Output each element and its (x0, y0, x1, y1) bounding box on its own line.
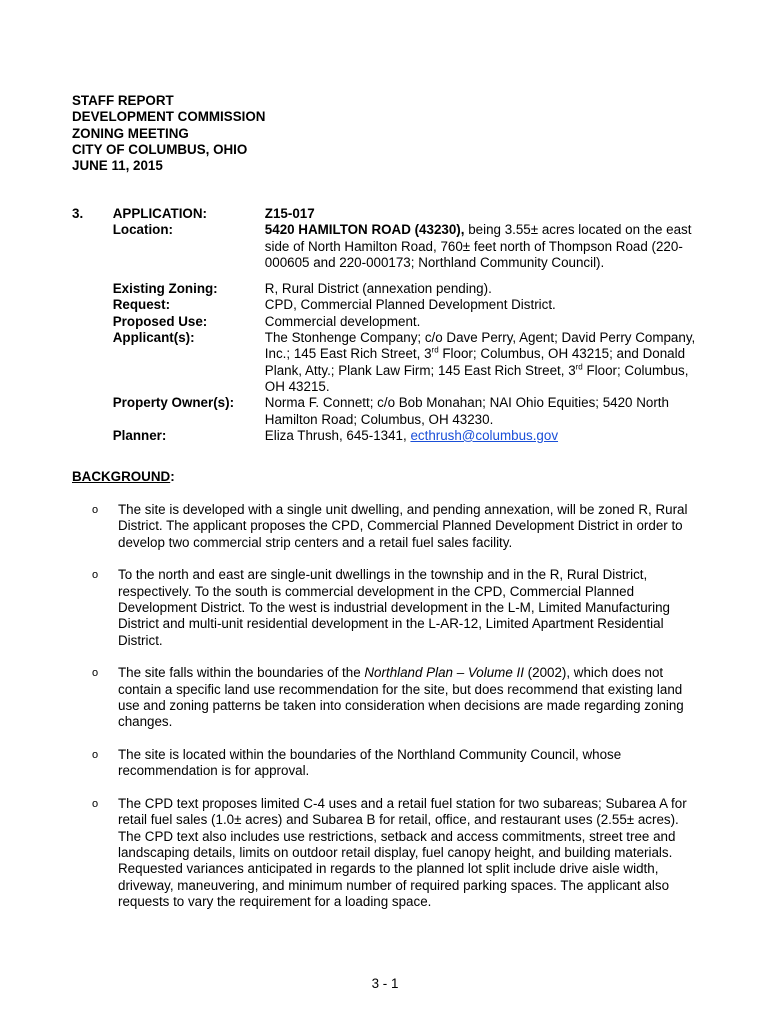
bullet-text-pre: The site falls within the boundaries of the (118, 665, 365, 681)
list-item (72, 796, 702, 910)
applicants-text-2: Floor; Columbus, OH 43215; and Donald Plank, Atty.; Plank Law Firm; 145 East Rich Street, 3 (264, 346, 686, 378)
bullet-text-post: (2002), which does not contain a specific land use recommendation for the site, but does recommend that existing land use and zoning patterns be taken into consideration when decisions are made regarding zoning changes. (118, 665, 684, 730)
applicants-sup-1: rd (431, 345, 439, 355)
planner-label: Planner: (112, 427, 167, 443)
list-item (72, 665, 702, 730)
bullet-text: To the north and east are single-unit dwellings in the township and in the R, Rural District, respectively. To the south is commercial development in the CPD, Commercial Planned Development District. To the west is industrial development in the L-M, Limited Manufacturing District and multi-unit residential development in the L-AR-12, Limited Apartment Residential District. (118, 567, 670, 648)
applicants-text-1: The Stonhenge Company; c/o Dave Perry, Agent; David Perry Company, Inc.; 145 East Rich Street, 3 (264, 330, 696, 362)
header-line-city: CITY OF COLUMBUS, OHIO (72, 141, 248, 157)
planner-value (265, 428, 712, 444)
case-id: Z15-017 (264, 206, 315, 221)
application-block (72, 206, 712, 444)
bullet-mark: o (92, 798, 99, 811)
background-list (72, 502, 702, 927)
header-line-meeting: ZONING MEETING (72, 125, 189, 141)
background-heading (72, 469, 175, 484)
bullet-mark: o (92, 569, 99, 582)
proposed-use-value: Commercial development. (264, 313, 421, 329)
report-header (72, 93, 265, 174)
bullet-text: The site is developed with a single unit dwelling, and pending annexation, will be zoned R, Rural District. The applicant proposes the CPD, Commercial Planned Development District in order to develop two commercial strip centers and a retail fuel sales facility. (118, 502, 688, 550)
owner-label: Property Owner(s): (112, 395, 235, 411)
applicants-value (265, 330, 712, 395)
list-item (72, 502, 702, 551)
applicants-text-3: Floor; Columbus, OH 43215. (264, 362, 689, 394)
existing-zoning-value: R, Rural District (annexation pending). (264, 281, 492, 297)
request-value: CPD, Commercial Planned Development District. (264, 297, 556, 313)
request-label: Request: (112, 297, 171, 313)
item-number: 3. (72, 206, 84, 221)
bullet-text: The CPD text proposes limited C-4 uses and a retail fuel station for two subareas; Subarea A for retail fuel sales (1.0± acres) and Subarea B for retail, office, and restaurant uses (2.55± acres). The CPD text also includes use restrictions, setback and access commitments, street tree and landscaping details, limits on outdoor retail display, fuel canopy height, and building materials. Requested variances anticipated in regards to the planned lot split include drive aisle width, driveway, maneuvering, and minimum number of required parking spaces. The applicant also requests to vary the requirement for a loading space. (118, 796, 687, 909)
location-description: being 3.55± acres located on the east side of North Hamilton Road, 760± feet north of Thompson Road (220-000605 and 220-000173; Northland Community Council). (264, 222, 692, 270)
bullet-mark: o (92, 504, 99, 516)
bullet-text (118, 665, 692, 730)
existing-zoning-label: Existing Zoning: (112, 281, 218, 297)
planner-name-phone: Eliza Thrush, 645-1341, (264, 427, 411, 443)
bullet-text: The site is located within the boundaries of the Northland Community Council, whose recommendation is for approval. (118, 747, 622, 779)
location-address: 5420 HAMILTON ROAD (43230), (264, 222, 465, 238)
location-label: Location: (112, 222, 174, 238)
header-line-date: JUNE 11, 2015 (72, 158, 163, 174)
owner-value: Norma F. Connett; c/o Bob Monahan; NAI Ohio Equities; 5420 North Hamilton Road; Columbus, OH 43230. (264, 395, 669, 427)
application-label: APPLICATION: (112, 206, 207, 221)
page-number: 3 - 1 (371, 976, 399, 991)
proposed-use-label: Proposed Use: (112, 313, 208, 329)
header-line-commission: DEVELOPMENT COMMISSION (72, 109, 266, 125)
plan-title: Northland Plan – Volume II (364, 665, 524, 681)
bullet-mark: o (92, 667, 99, 680)
background-colon: : (170, 469, 175, 484)
planner-email-link[interactable]: ecthrush@columbus.gov (410, 427, 559, 443)
list-item (72, 567, 702, 648)
bullet-mark: o (92, 749, 99, 762)
header-line-staff-report: STAFF REPORT (72, 93, 174, 108)
background-title: BACKGROUND (72, 469, 171, 484)
location-value (265, 222, 712, 271)
applicants-sup-2: rd (575, 362, 583, 372)
applicants-label: Applicant(s): (112, 330, 195, 346)
list-item (72, 747, 702, 780)
